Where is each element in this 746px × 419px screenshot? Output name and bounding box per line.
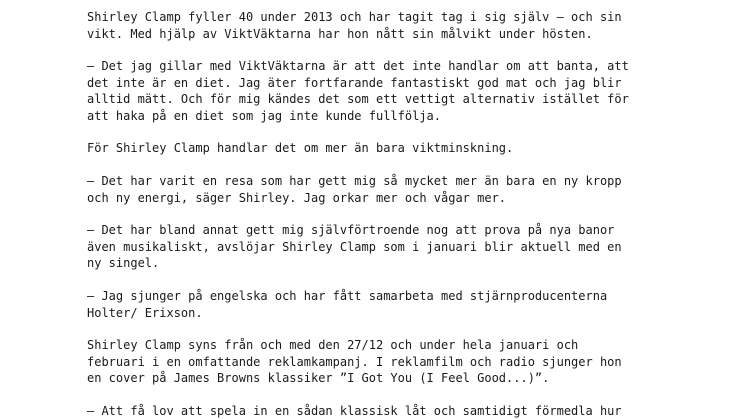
paragraph-quote-classic: – Att få lov att spela in en sådan klassisk låt och samtidigt förmedla hur [87,404,622,418]
paragraph-quote-journey: – Det har varit en resa som har gett mig så mycket mer än bara en ny kropp och ny energi, säger Shirley. Jag orkar mer och vågar mer. [87,174,622,205]
paragraph-quote-diet: – Det jag gillar med ViktVäktarna är att det inte handlar om att banta, att det inte är en diet. Jag äter fortfarande fantastiskt god mat och jag blir alltid mätt. Och för mig kändes det som ett vettigt alternativ istället för att haka på en diet som jag inte kunde fullfölja. [87,59,629,123]
paragraph-quote-confidence: – Det har bland annat gett mig självförtroende nog att prova på nya banor även musikaliskt, avslöjar Shirley Clamp som i januari blir aktuell med en ny singel. [87,223,622,270]
paragraph-weight-loss: För Shirley Clamp handlar det om mer än bara viktminskning. [87,141,514,155]
paragraph-intro: Shirley Clamp fyller 40 under 2013 och har tagit tag i sig själv – och sin vikt. Med hjälp av ViktVäktarna har hon nått sin målvikt under hösten. [87,10,622,41]
paragraph-campaign: Shirley Clamp syns från och med den 27/12 och under hela januari och februari i en omfattande reklamkampanj. I reklamfilm och radio sjunger hon en cover på James Browns klassiker ”I Got You (I Feel Good...)”. [87,338,622,385]
paragraph-quote-english: – Jag sjunger på engelska och har fått samarbeta med stjärnproducenterna Holter/ Erixson. [87,289,608,320]
